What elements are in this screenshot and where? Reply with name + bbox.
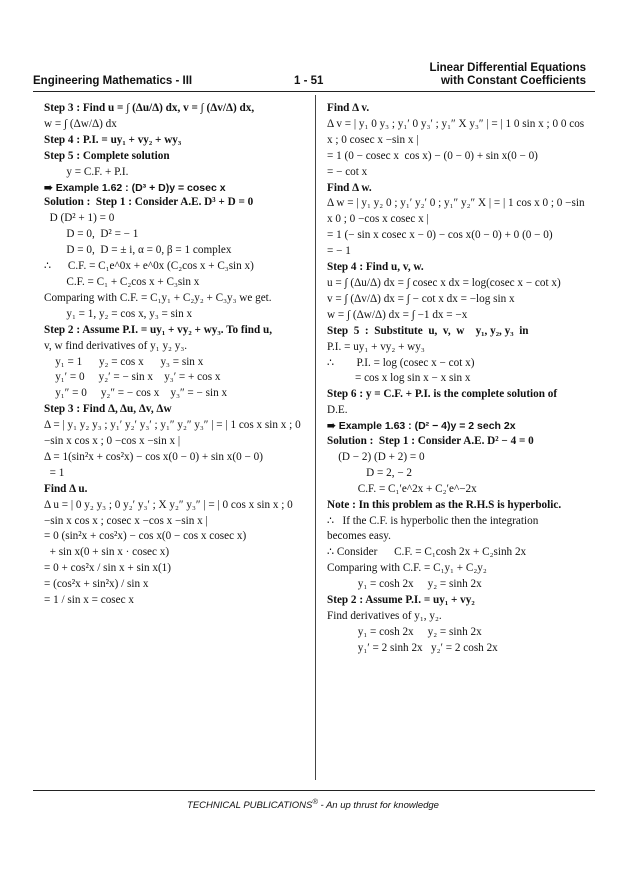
right-line: = − cot x [327, 165, 368, 178]
right-line: D.E. [327, 404, 348, 417]
registered-mark: ® [312, 797, 318, 806]
left-line: Step 5 : Complete solution [44, 149, 170, 162]
footer [0, 797, 626, 811]
left-line: = 1 [44, 466, 65, 479]
left-line: = 0 (sin²x + cos²x) − cos x(0 − cos x cosec x) [44, 530, 247, 543]
chapter-title-line1: Linear Differential Equations [429, 62, 586, 74]
page-number: 1 - 51 [294, 75, 324, 87]
footer-tagline: - An up thrust for knowledge [317, 800, 439, 812]
left-line: y₁′ = 0 y₂′ = − sin x y₃′ = + cos x [44, 371, 221, 384]
right-line: D = 2, − 2 [327, 466, 413, 479]
determinant-delta-w: Δ w = | y₁ y₂ 0 ; y₁′ y₂′ 0 ; y₁″ y₂″ X | = | 1 cos x 0 ; 0 −sin x 0 ; 0 −cos x cosec x | [327, 197, 585, 226]
right-line: y₁′ = 2 sinh 2x y₂′ = 2 cosh 2x [327, 641, 498, 654]
right-line: Step 5 : Substitute u, v, w y₁, y₂, y₃ in [327, 324, 529, 337]
left-line: Step 2 : Assume P.I. = uy₁ + vy₂ + wy₃. To find u, [44, 323, 273, 336]
left-line: Step 3 : Find Δ, Δu, Δv, Δw [44, 403, 172, 416]
left-line: y₁″ = 0 y₂″ = − cos x y₃″ = − sin x [44, 387, 228, 400]
right-line: (D − 2) (D + 2) = 0 [327, 450, 425, 463]
left-line: + sin x(0 + sin x · cosec x) [44, 546, 170, 559]
example-heading: ➠ Example 1.62 : (D³ + D)y = cosec x [44, 181, 226, 194]
left-line: Step 4 : P.I. = uy₁ + vy₂ + wy₃ [44, 133, 182, 146]
left-line: D = 0, D² = − 1 [44, 228, 139, 241]
left-line: D (D² + 1) = 0 [44, 212, 115, 225]
right-line: becomes easy. [327, 530, 391, 543]
right-line: w = ∫ (Δw/Δ) dx = ∫ −1 dx = −x [327, 308, 468, 321]
right-line: Comparing with C.F. = C₁y₁ + C₂y₂ [327, 562, 487, 575]
right-line: ∴ If the C.F. is hyperbolic then the integration [327, 514, 539, 527]
footer-publisher: TECHNICAL PUBLICATIONS [187, 800, 313, 812]
left-line: C.F. = C₁ + C₂cos x + C₃sin x [44, 275, 200, 288]
left-line: = 0 + cos²x / sin x + sin x(1) [44, 562, 172, 575]
left-line: Comparing with C.F. = C₁y₁ + C₂y₂ + C₃y₃ we get. [44, 291, 272, 304]
left-line: Δ = 1(sin²x + cos²x) − cos x(0 − 0) + sin x(0 − 0) [44, 450, 263, 463]
left-line: y₁ = 1, y₂ = cos x, y₃ = sin x [44, 307, 193, 320]
right-column [327, 101, 589, 657]
left-line: Solution : Step 1 : Consider A.E. D³ + D = 0 [44, 196, 254, 209]
right-line: u = ∫ (Δu/Δ) dx = ∫ cosec x dx = log(cosec x − cot x) [327, 276, 561, 289]
right-line: Find Δ w. [327, 181, 372, 194]
right-line: = 1 (− sin x cosec x − 0) − cos x(0 − 0) + 0 (0 − 0) [327, 229, 553, 242]
right-line: ∴ Consider C.F. = C₁cosh 2x + C₂sinh 2x [327, 546, 527, 559]
right-line: Step 2 : Assume P.I. = uy₁ + vy₂ [327, 594, 475, 607]
left-line: w = ∫ (Δw/Δ) dx [44, 117, 117, 130]
right-line: ∴ P.I. = log (cosec x − cot x) [327, 356, 475, 369]
right-line: Step 4 : Find u, v, w. [327, 261, 424, 274]
determinant-delta-u: Δ u = | 0 y₂ y₃ ; 0 y₂′ y₃′ ; X y₂″ y₃″ | = | 0 cos x sin x ; 0 −sin x cos x ; cosec x −cos x −sin x | [44, 498, 293, 527]
header-rule [33, 91, 595, 92]
left-line: = 1 / sin x = cosec x [44, 594, 134, 607]
example-heading: ➠ Example 1.63 : (D² − 4)y = 2 sech 2x [327, 420, 516, 433]
right-line: Find Δ v. [327, 102, 370, 114]
right-line: Find derivatives of y₁, y₂. [327, 610, 442, 622]
left-line: y = C.F. + P.I. [44, 165, 129, 178]
right-line: Solution : Step 1 : Consider A.E. D² − 4 = 0 [327, 435, 534, 448]
left-line: Find Δ u. [44, 482, 88, 495]
right-line: y₁ = cosh 2x y₂ = sinh 2x [327, 578, 482, 591]
left-column [44, 101, 306, 609]
right-line: v = ∫ (Δv/Δ) dx = ∫ − cot x dx = −log sin x [327, 292, 515, 305]
note-line: Note : In this problem as the R.H.S is hyperbolic. [327, 498, 562, 511]
left-line: D = 0, D = ± i, α = 0, β = 1 complex [44, 244, 232, 257]
right-line: y₁ = cosh 2x y₂ = sinh 2x [327, 625, 482, 638]
right-line: = cos x log sin x − x sin x [327, 372, 471, 385]
column-divider [315, 95, 316, 780]
left-line: Step 3 : Find u = ∫ (Δu/Δ) dx, v = ∫ (Δv/Δ) dx, [44, 102, 255, 114]
right-line: Step 6 : y = C.F. + P.I. is the complete solution of [327, 388, 558, 401]
left-line: = (cos²x + sin²x) / sin x [44, 578, 149, 591]
left-line: v, w find derivatives of y₁ y₂ y₃. [44, 339, 188, 352]
left-line: ∴ C.F. = C₁e^0x + e^0x (C₂cos x + C₃sin x) [44, 260, 254, 273]
right-line: C.F. = C₁′e^2x + C₂′e^−2x [327, 482, 477, 495]
right-line: = − 1 [327, 245, 351, 258]
left-line: y₁ = 1 y₂ = cos x y₃ = sin x [44, 355, 204, 368]
footer-rule [33, 790, 595, 791]
chapter-title-line2: with Constant Coefficients [440, 75, 586, 87]
right-line: P.I. = uy₁ + vy₂ + wy₃ [327, 340, 425, 353]
right-line: = 1 (0 − cosec x cos x) − (0 − 0) + sin x(0 − 0) [327, 149, 538, 162]
determinant-delta-v: Δ v = | y₁ 0 y₃ ; y₁′ 0 y₃′ ; y₁″ X y₃″ | = | 1 0 sin x ; 0 0 cos x ; 0 cosec x −sin x | [327, 117, 585, 146]
determinant-delta: Δ = | y₁ y₂ y₃ ; y₁′ y₂′ y₃′ ; y₁″ y₂″ y₃″ | = | 1 cos x sin x ; 0 −sin x cos x ; 0 −cos x −sin x | [44, 419, 301, 448]
book-title: Engineering Mathematics - III [33, 75, 193, 87]
